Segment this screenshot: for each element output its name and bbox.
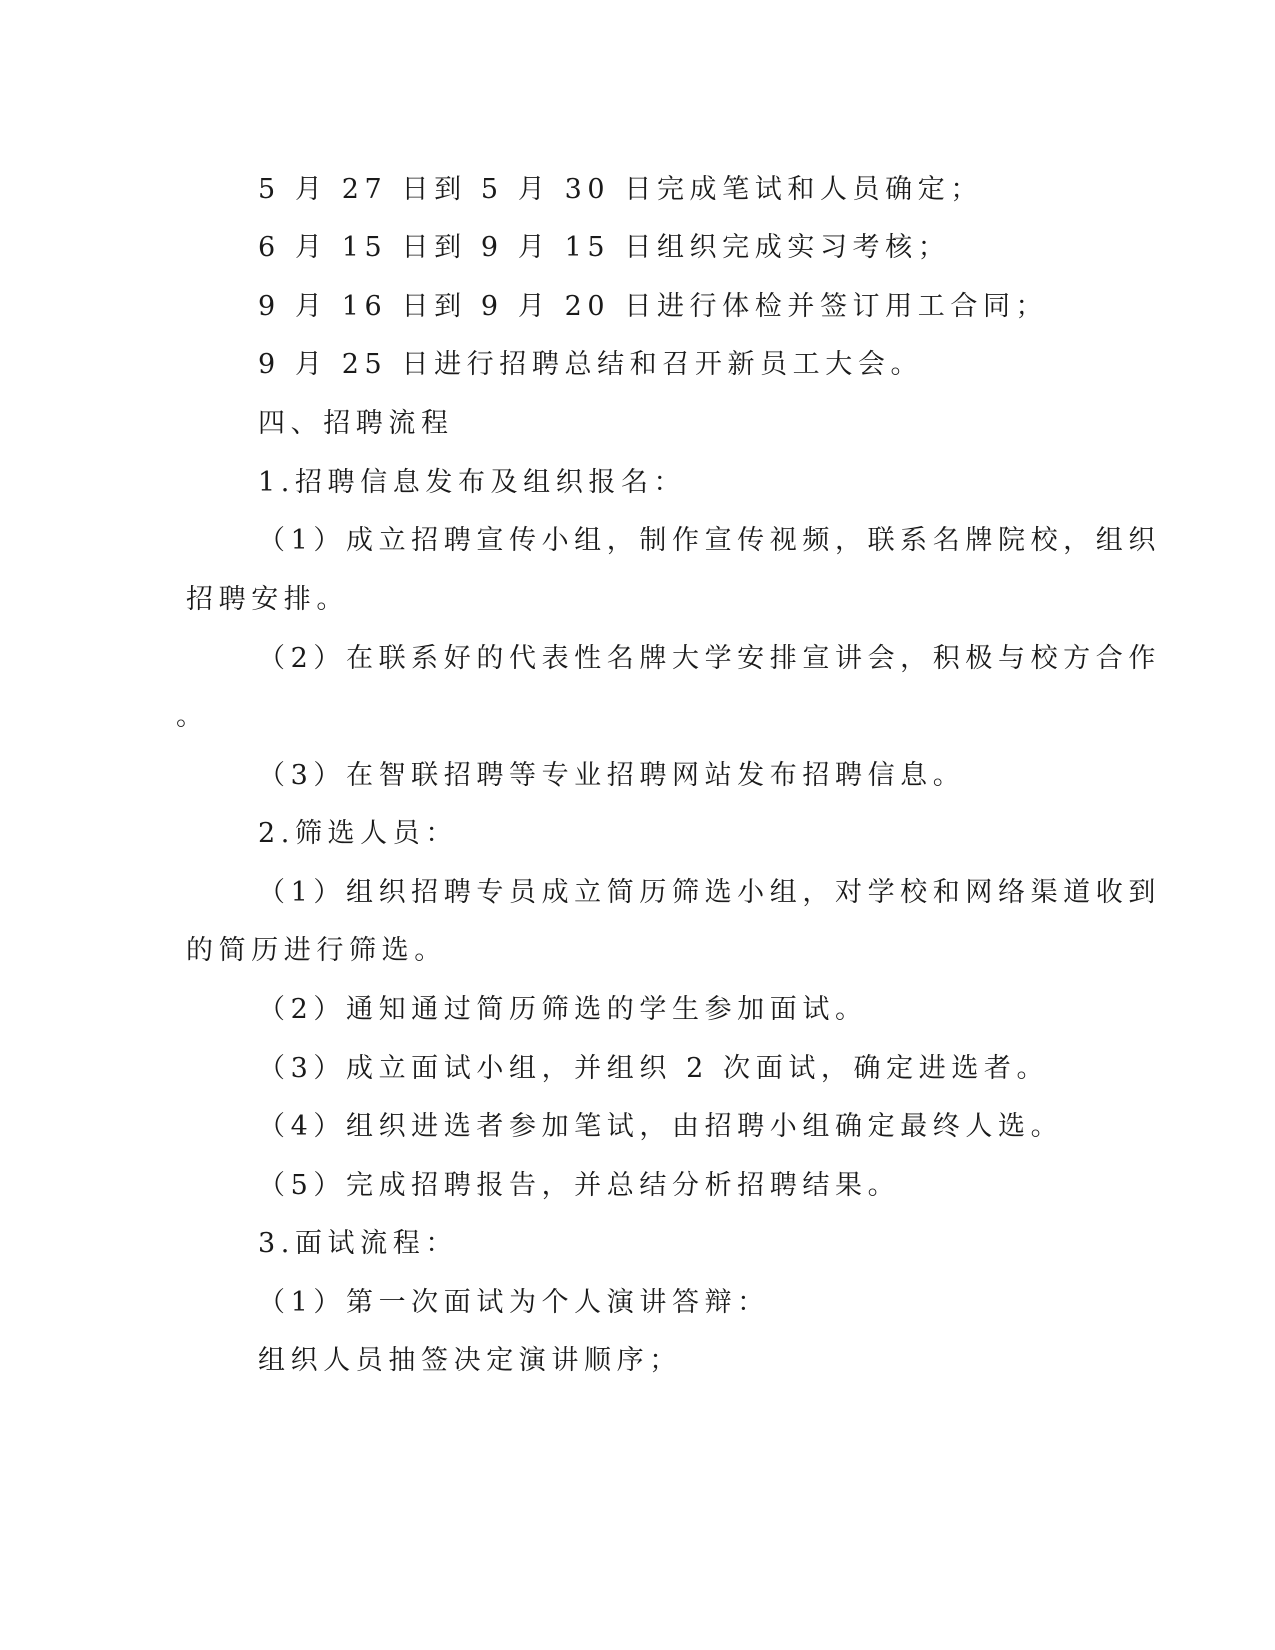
paragraph-line: 组织人员抽签决定演讲顺序； [258,1345,682,1376]
paragraph-line: （3）在智联招聘等专业招聘网站发布招聘信息。 [258,760,966,791]
paragraph-line: （1）成立招聘宣传小组，制作宣传视频，联系名牌院校，组织 [258,525,1161,556]
paragraph-line: （1）组织招聘专员成立简历筛选小组，对学校和网络渠道收到 [258,877,1161,908]
schedule-line-3: 9 月 16 日到 9 月 20 日进行体检并签订用工合同； [258,291,1049,322]
paragraph-line: （2）通知通过简历筛选的学生参加面试。 [258,994,868,1025]
schedule-line-2: 6 月 15 日到 9 月 15 日组织完成实习考核； [258,232,951,263]
paragraph-line: （2）在联系好的代表性名牌大学安排宣讲会，积极与校方合作 [258,643,1161,674]
paragraph-line: （1）第一次面试为个人演讲答辩： [258,1287,770,1318]
subheading-1: 1.招聘信息发布及组织报名： [258,467,687,498]
paragraph-line: 。 [176,701,209,732]
paragraph-line: 招聘安排。 [186,584,349,615]
subheading-3: 3.面试流程： [258,1228,458,1259]
section-heading: 四、招聘流程 [258,408,454,439]
paragraph-line: （4）组织进选者参加笔试，由招聘小组确定最终人选。 [258,1111,1064,1142]
paragraph-line: （5）完成招聘报告，并总结分析招聘结果。 [258,1170,901,1201]
subheading-2: 2.筛选人员： [258,818,458,849]
paragraph-line: 的简历进行筛选。 [186,935,447,966]
schedule-line-1: 5 月 27 日到 5 月 30 日完成笔试和人员确定； [258,174,983,205]
schedule-line-4: 9 月 25 日进行招聘总结和召开新员工大会。 [258,349,924,380]
paragraph-line: （3）成立面试小组，并组织 2 次面试，确定进选者。 [258,1053,1050,1084]
